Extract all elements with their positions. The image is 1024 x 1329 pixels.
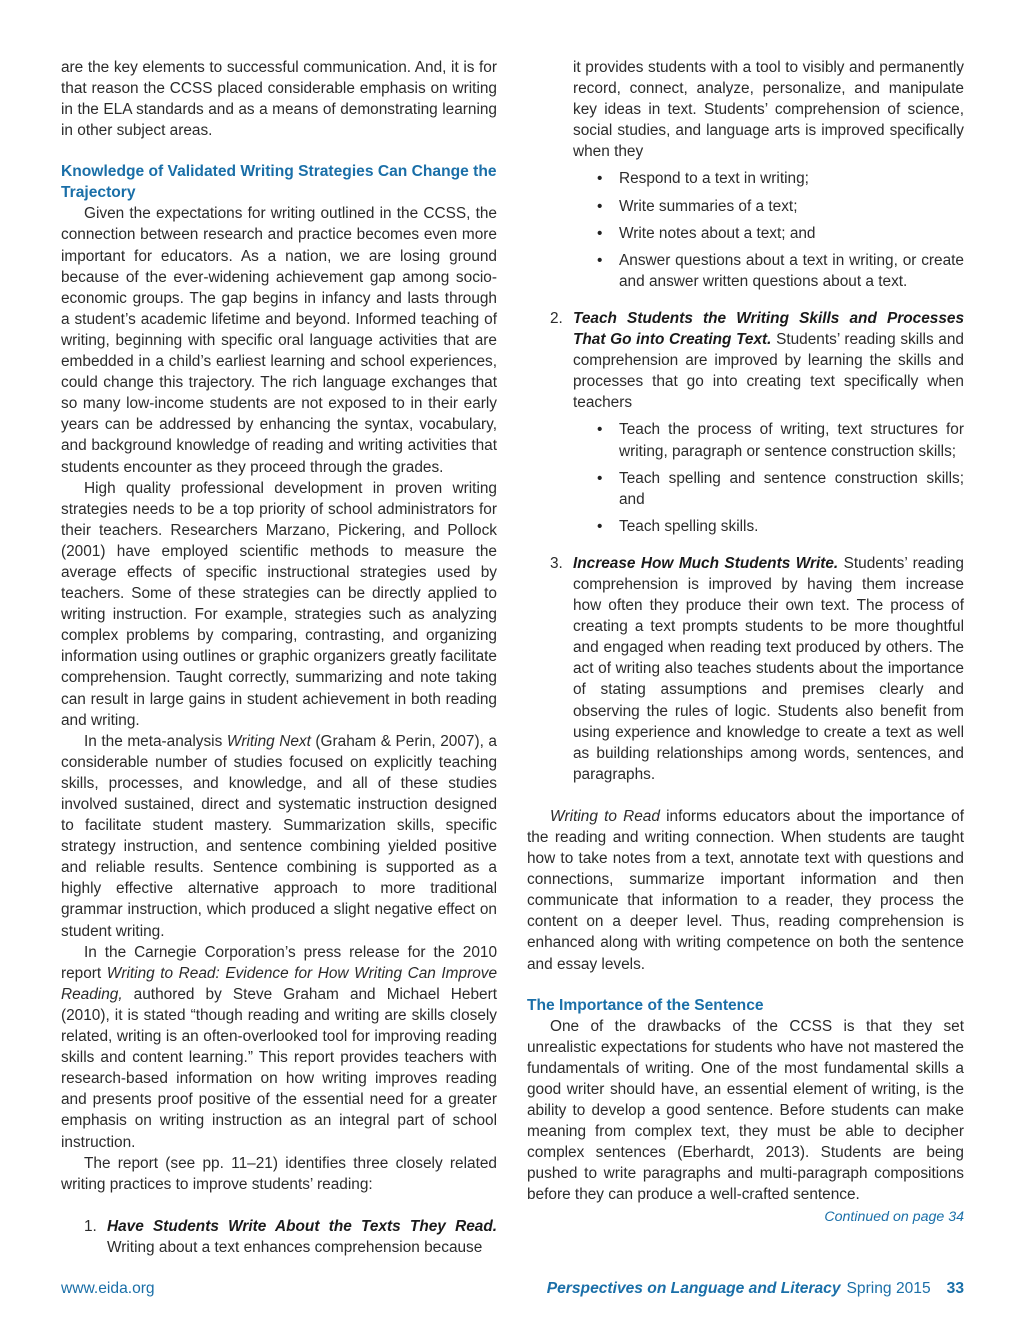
journal-title: Perspectives on Language and Literacy xyxy=(546,1280,841,1297)
page-footer xyxy=(61,1280,964,1302)
right-column xyxy=(527,57,964,1227)
paragraph-text: (Graham & Perin, 2007), a considerable number of studies focused on explicitly teaching skills, processes, and knowledge, and all of these studies involved sustained, direct and systematic instruction designed to facilitate student mastery. Summarization skills, specific strategy instruction, and sentence combining yielded positive and reliable results. Sentence combining is supported as a highly effective alternative approach to more traditional grammar instruction, which produced a slight negative effect on student writing. xyxy=(61,732,497,940)
paragraph xyxy=(527,806,964,975)
website-link[interactable]: www.eida.org xyxy=(61,1280,155,1297)
paragraph-text: In the Carnegie Corporation’s press release for the 2010 report xyxy=(61,943,497,982)
issue-season: Spring 2015 xyxy=(846,1280,931,1297)
list-item: • Respond to a text in writing; xyxy=(619,168,964,189)
page-number: 33 xyxy=(946,1280,964,1297)
item-heading: Teach Students the Writing Skills and Processes That Go into Creating Text. xyxy=(573,309,964,349)
publication-info xyxy=(547,1280,964,1298)
paragraph: Given the expectations for writing outlined in the CCSS, the connection between research and practice becomes even more important for educators. As a nation, we are losing ground because of the ever-widening achievement gap among socio-economic groups. The gap begins in infancy and lasts through a student’s academic lifetime and beyond. Informed teaching of writing, beginning with specific oral language activities that are embedded in a child’s earliest learning and school experiences, could change this trajectory. The rich language exchanges that so many low-income students are not exposed to in their early years can be addressed by enhancing the syntax, vocabulary, and background knowledge of reading and writing activities that students encounter as they proceed through the grades. xyxy=(61,205,497,476)
publication-title: Writing to Read xyxy=(550,807,660,825)
spacer xyxy=(61,1195,497,1216)
list-item: • Write summaries of a text; xyxy=(619,196,964,217)
section-heading: Knowledge of Validated Writing Strategies Can Change the Trajectory xyxy=(61,163,497,202)
item-number: 3. xyxy=(550,554,563,572)
list-item: • Teach spelling and sentence construction skills; and xyxy=(619,468,964,510)
paragraph-text: authored by Steve Graham and Michael Hebert (2010), it is stated “though reading and writing are skills closely related, writing is an often-overlooked tool for improving reading skills and content learning.” This report provides teachers with research-based information on how writing improves reading and presents proof positive of the essential need for a greater emphasis on writing instruction as an integral part of school instruction. xyxy=(61,985,497,1151)
paragraph: The report (see pp. 11–21) identifies three closely related writing practices to improve students’ reading: xyxy=(61,1154,497,1193)
paragraph xyxy=(61,942,497,1153)
publication-title: Writing Next xyxy=(226,732,311,750)
paragraph: One of the drawbacks of the CCSS is that they set unrealistic expectations for students who have not mastered the fundamentals of writing. One of the most fundamental skills a good writer should have, an essential element of writing, is the ability to develop a good sentence. Before students can make meaning from complex text, they must be able to decipher complex sentences (Eberhardt, 2013). Students are being pushed to write paragraphs and multi-paragraph compositions before they can produce a well-crafted sentence. xyxy=(527,1017,964,1204)
paragraph-text: In the meta-analysis xyxy=(84,732,227,750)
numbered-item xyxy=(527,553,964,785)
list-item: • Teach spelling skills. xyxy=(619,516,964,537)
item-number: 1. xyxy=(84,1217,97,1235)
item-text: Writing about a text enhances comprehension because xyxy=(107,1238,483,1256)
spacer xyxy=(527,543,964,553)
item-text: Students’ reading comprehension is improved by having them increase how often they produce their own text. The process of creating a text prompts students to be more thoughtful and engaged when reading text produced by others. The act of writing also teaches students about the importance of stating assumptions and premises clearly and observing the rules of logic. Students also benefit from using experience and knowledge to create a text as well as building relationships among words, sentences, and paragraphs. xyxy=(573,554,964,783)
publication-title: Writing to Read: Evidence for How Writing Can Improve Reading, xyxy=(61,964,498,1003)
left-column xyxy=(61,57,497,1258)
continued-link[interactable]: Continued on page 34 xyxy=(824,1208,964,1225)
numbered-item xyxy=(527,308,964,537)
list-item: • Answer questions about a text in writing, or create and answer written questions about a text. xyxy=(619,250,964,292)
paragraph: are the key elements to successful communication. And, it is for that reason the CCSS placed considerable emphasis on writing in the ELA standards and as a means of demonstrating learning in other subject areas. xyxy=(61,59,497,140)
paragraph xyxy=(61,731,497,942)
spacer xyxy=(527,298,964,308)
section-heading: The Importance of the Sentence xyxy=(527,996,764,1014)
paragraph-text: informs educators about the importance of the reading and writing connection. When students are taught how to take notes from a text, annotate text with questions and connections, summarize important information and then communicate that information to a reader, they process the content on a deeper level. Thus, reading comprehension is enhanced along with writing competence on both the sentence and essay levels. xyxy=(527,807,964,973)
item-text: it provides students with a tool to visibly and permanently record, connect, analyze, personalize, and manipulate key ideas in text. Students’ comprehension of science, social studies, and language arts is improved specifically when they xyxy=(573,59,964,161)
item-heading: Increase How Much Students Write. xyxy=(573,554,839,572)
item-heading: Have Students Write About the Texts They Read. xyxy=(107,1217,497,1235)
numbered-item-continued xyxy=(527,57,964,292)
bullet-list xyxy=(573,168,964,291)
spacer xyxy=(527,785,964,806)
list-item: • Write notes about a text; and xyxy=(619,223,964,244)
item-text: Students’ reading skills and comprehension are improved by learning the skills and processes that go into creating text specifically when teachers xyxy=(573,331,964,412)
item-number: 2. xyxy=(550,309,563,327)
bullet-list xyxy=(573,419,964,536)
paragraph: High quality professional development in proven writing strategies needs to be a top priority of school administrators for their teachers. Researchers Marzano, Pickering, and Pollock (2001) have employed scientific methods to measure the average effects of specific instructional strategies used by teachers. Some of these strategies can be directly applied to writing instruction. For example, strategies such as analyzing complex problems by comparing, contrasting, and organizing information using outlines or graphic organizers greatly facilitate comprehension. Taught correctly, summarizing and note taking can result in large gains in student achievement in both reading and writing. xyxy=(61,479,497,729)
list-item: • Teach the process of writing, text structures for writing, paragraph or sentence construction skills; xyxy=(619,419,964,461)
numbered-item xyxy=(61,1216,497,1258)
